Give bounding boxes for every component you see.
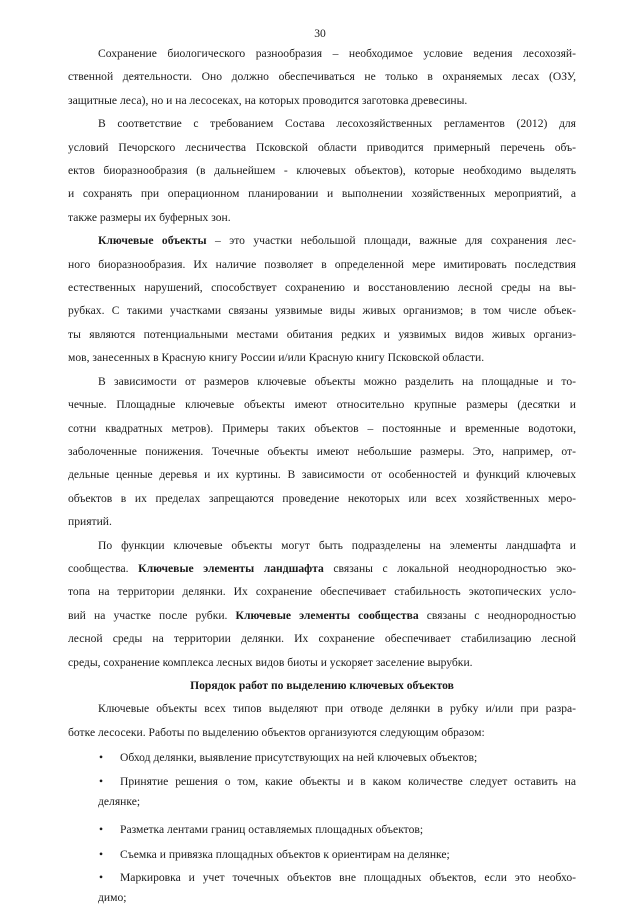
paragraph-5: [68, 534, 576, 674]
body-text: [68, 42, 576, 908]
text-line: ты являются потенциальными местами обитания редких и уязвимых видов живых организ-: [68, 327, 576, 341]
text-line: [68, 604, 576, 627]
text-line: приятий.: [68, 515, 112, 529]
text-line: также размеры их буферных зон.: [68, 210, 231, 224]
text-fragment: сообщества.: [68, 561, 139, 575]
text-line: дельные ценные деревья и их куртины. В зависимости от особенностей и функций ключевых: [68, 468, 576, 482]
text-line: Обход делянки, выявление присутствующих на ней ключевых объектов;: [120, 751, 478, 765]
text-fragment: вий на участке после рубки.: [68, 608, 236, 622]
text-line: естественных нарушений, способствует сохранению и восстановлению лесной среды на вы-: [68, 281, 576, 295]
text-line: Ключевые объекты всех типов выделяют при отводе делянки в рубку и/или при разра-: [98, 702, 576, 716]
key-objects-term: Ключевые объекты: [98, 234, 207, 248]
landscape-elements-term: Ключевые элементы ландшафта: [138, 561, 324, 575]
text-line: заболоченные понижения. Точечные объекты имеют небольшие размеры. Это, например, от-: [68, 444, 576, 458]
text-line: и сохранять при операционном планировании и выполнении хозяйственных мероприятий, а: [68, 187, 576, 201]
section-heading: Порядок работ по выделению ключевых объектов: [190, 678, 454, 692]
text-fragment: – это участки небольшой площади, важные для сохранения лес-: [206, 234, 576, 248]
text-line: [68, 557, 576, 580]
text-line: В зависимости от размеров ключевые объекты можно разделить на площадные и то-: [98, 374, 576, 388]
paragraph-4: [68, 370, 576, 534]
paragraph-2: [68, 112, 576, 229]
list-item: [98, 746, 576, 769]
bullet-icon: •: [99, 871, 104, 885]
text-line: ботке лесосеки. Работы по выделению объектов организуются следующим образом:: [68, 725, 485, 739]
text-fragment: связаны с локальной неоднородностью эко-: [323, 561, 576, 575]
text-line: ектов биоразнообразия (в дальнейшем - ключевых объектов), которые необходимо выделять: [68, 164, 576, 178]
list-item: [98, 868, 576, 908]
text-line: условий Печорского лесничества Псковской области приводится примерный перечень объ-: [68, 140, 576, 154]
paragraph-3: [68, 229, 576, 369]
bullet-icon: •: [99, 848, 104, 861]
text-line: ного биоразнообразия. Их наличие позволяет в определенной мере имитировать последствия: [68, 257, 576, 271]
text-line: В соответствие с требованием Состава лесохозяйственных регламентов (2012) для: [98, 117, 576, 131]
text-line: рубках. С такими участками связаны уязвимые виды живых организмов; в том числе объек-: [68, 304, 576, 318]
text-line: Съемка и привязка площадных объектов к ориентирам на делянке;: [120, 848, 450, 861]
community-elements-term: Ключевые элементы сообщества: [235, 608, 419, 622]
text-line: По функции ключевые объекты могут быть подразделены на элементы ландшафта и: [98, 538, 576, 552]
text-line: [98, 229, 576, 252]
list-item: [98, 843, 576, 866]
text-line: ственной деятельности. Оно должно обеспечиваться не только в охраняемых лесах (ОЗУ,: [68, 70, 576, 84]
bullet-icon: •: [99, 822, 104, 836]
text-line: объектов в их пределах запрещаются проведение некоторых или всех хозяйственных меро-: [68, 491, 576, 505]
text-line: Маркировка и учет точечных объектов вне площадных объектов, если это необхо-: [120, 871, 576, 885]
bullet-icon: •: [99, 774, 104, 788]
text-line: топа на территории делянки. Их сохранение обеспечивает стабильность экотопических усло-: [68, 585, 576, 599]
list-item: [98, 818, 576, 841]
paragraph-6: [68, 697, 576, 744]
list-item: [98, 772, 576, 812]
text-line: делянке;: [98, 794, 141, 808]
text-line: чечные. Площадные ключевые объекты имеют относительно крупные размеры (десятки и: [68, 398, 576, 412]
text-line: мов, занесенных в Красную книгу России и/или Красную книгу Псковской области.: [68, 351, 485, 365]
text-line: сотни квадратных метров). Примеры таких объектов – постоянные и временные водотоки,: [68, 421, 576, 435]
text-line: димо;: [98, 891, 127, 905]
bullet-icon: •: [99, 751, 104, 765]
paragraph-1: [68, 42, 576, 112]
text-line: Принятие решения о том, какие объекты и в каком количестве следует оставить на: [120, 774, 576, 788]
work-steps-list: [98, 746, 576, 908]
text-line: Сохранение биологического разнообразия – необходимое условие ведения лесохозяй-: [98, 47, 576, 60]
text-fragment: связаны с неоднородностью: [418, 608, 576, 622]
text-line: лесной среды на территории делянки. Их сохранение обеспечивает стабилизацию лесной: [68, 632, 576, 646]
text-line: Разметка лентами границ оставляемых площадных объектов;: [120, 822, 424, 836]
text-line: среды, сохранение комплекса лесных видов биоты и ускоряет заселение вырубки.: [68, 655, 473, 669]
page-number: 30: [314, 27, 326, 40]
text-line: защитные леса), но и на лесосеках, на которых проводится заготовка древесины.: [68, 93, 468, 107]
